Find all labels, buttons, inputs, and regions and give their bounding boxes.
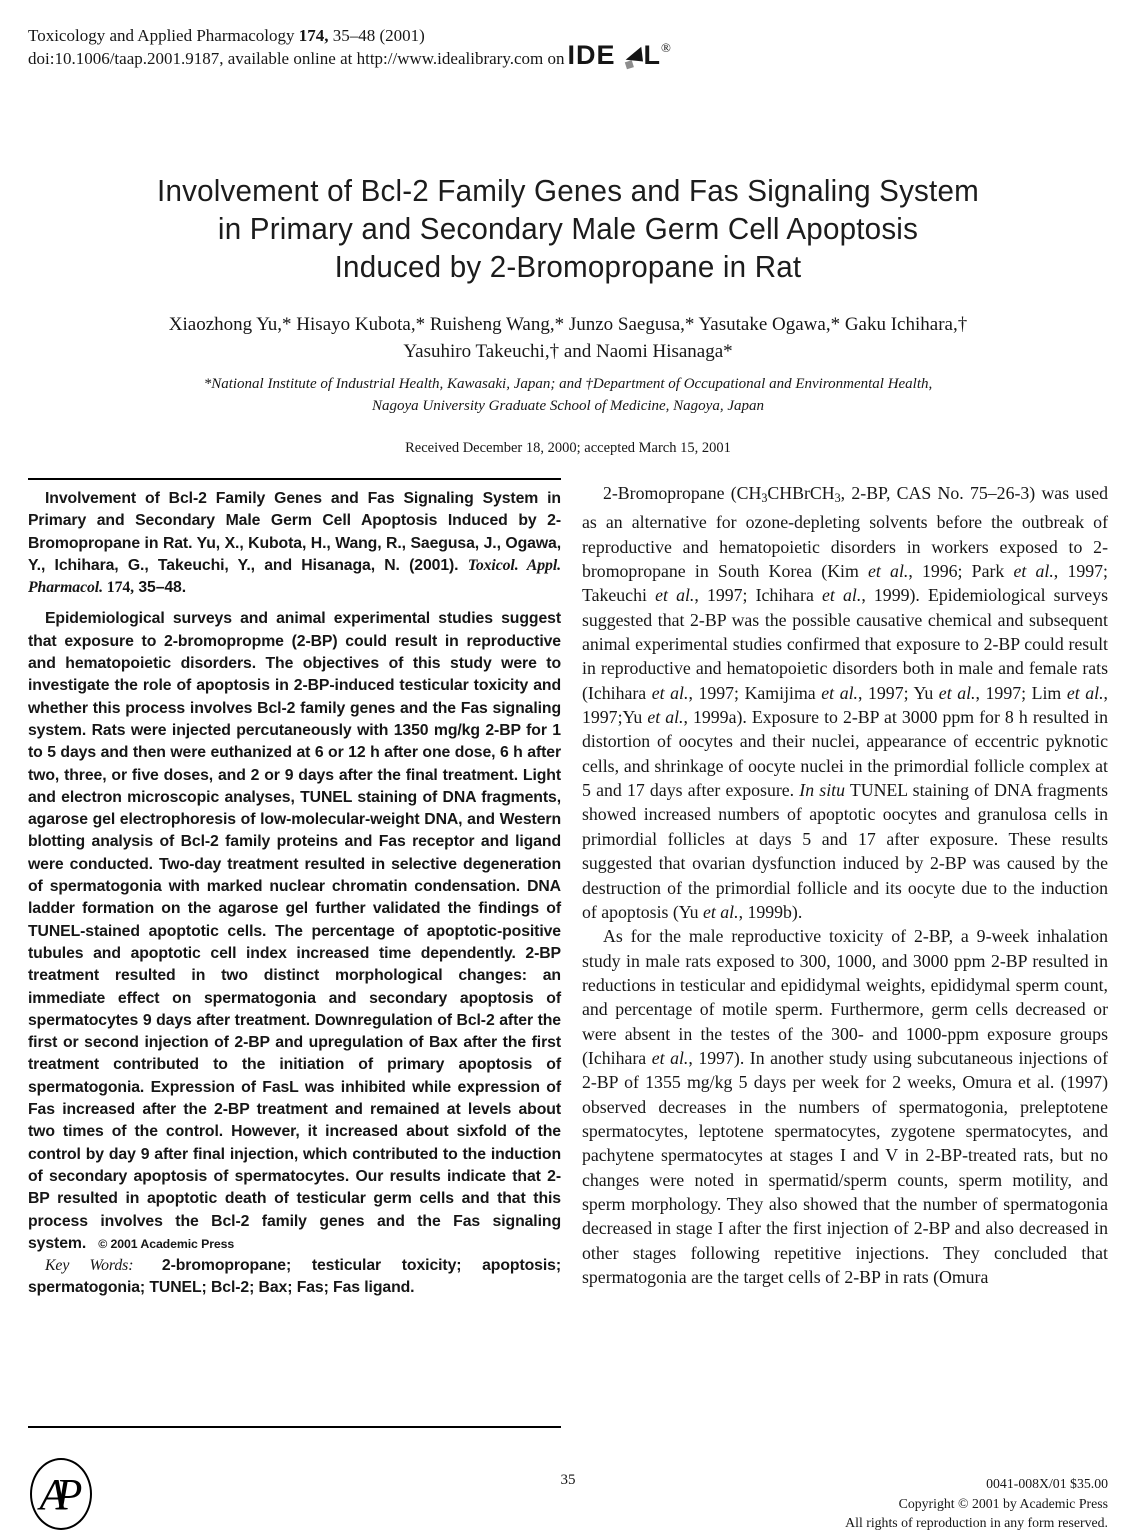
- rights-line: All rights of reproduction in any form reserved.: [845, 1515, 1108, 1530]
- intro-paragraph-1: 2-Bromopropane (CH3CHBrCH3, 2-BP, CAS No. 75–26-3) was used as an alternative for ozone-depleting solvents before the outbreak of reproductive and hematopoietic disorders in workers exposed to 2-bromopropane in South Korea (Kim et al., 1996; Park et al., 1997; Takeuchi et al., 1997; Ichihara et al., 1999). Epidemiological surveys suggested that 2-BP was the possible causative chemical and subsequent animal experimental studies confirmed that exposure to 2-BP could result in reproductive and hematopoietic disorders both in male and female rats (Ichihara et al., 1997; Kamijima et al., 1997; Yu et al., 1997; Lim et al., 1997;Yu et al., 1999a). Exposure to 2-BP at 3000 ppm for 8 h resulted in distortion of oocytes and their nuclei, appearance of eccentric pyknotic cells, and shrinkage of oocyte nuclei in the primordial follicle complex at 5 and 17 days after exposure. In situ TUNEL staining of DNA fragments showed increased numbers of apoptotic oocytes and granulosa cells in primordial follicles at days 5 and 17 after exposure. These results suggested that ovarian dysfunction induced by 2-BP was caused by the destruction of the primordial follicle and its oocyte due to the induction of apoptosis (Yu et al., 1999b).: [582, 483, 1109, 922]
- doi-line: [28, 39, 1108, 75]
- ideal-logo-text-right: L: [643, 39, 661, 70]
- affiliation-line-1: *National Institute of Industrial Health, Kawasaki, Japan; and †Department of Occupational and Environmental Health,: [203, 376, 933, 392]
- intro-paragraph-2: As for the male reproductive toxicity of 2-BP, a 9-week inhalation study in male rats exposed to 300, 1000, and 3000 ppm 2-BP resulted in reductions in testicular and epididymal weights, epididymal sperm count, and percentage of motile sperm. Furthermore, germ cells decreased or were absent in the testes of the 300- and 1000-ppm exposure groups (Ichihara et al., 1997). In another study using subcutaneous injections of 2-BP of 1355 mg/kg 5 days per week for 2 weeks, Omura et al. (1997) observed decreases in the numbers of spermatogonia, preleptotene spermatocytes, leptotene spermatocytes, zygotene spermatocytes, and pachytene spermatocytes at stages I and V in 2-BP-treated rats, but no changes were noted in spermatid/sperm counts, sperm motility, and sperm morphology. They also showed that the number of spermatogonia decreased in stage I after the first injection of 2-BP and also decreased in other stages following repetitive injections. They concluded that spermatogonia are the target cells of 2-BP in rats (Omura: [582, 926, 1108, 1288]
- registered-mark-icon: ®: [661, 39, 671, 55]
- issn-price-line: 0041-008X/01 $35.00: [986, 1476, 1108, 1491]
- title-line-1: Involvement of Bcl-2 Family Genes and Fas Signaling System: [157, 174, 979, 208]
- abstract-body: Epidemiological surveys and animal experimental studies suggest that exposure to 2-bromopropme (2-BP) could result in reproductive and hematopoietic disorders. The objectives of this study were to investigate the role of apoptosis in 2-BP-induced testicular toxicity and whether this process involves Bcl-2 family genes and the Fas signaling system. Rats were injected percutaneously with 1350 mg/kg 2-BP for 1 to 5 days and then were euthanized at 6 or 12 h after one dose, 6 h after two, three, or five doses, and 2 or 9 days after the final treatment. Light and electron microscopic analyses, TUNEL staining of DNA fragments, agarose gel electrophoresis of low-molecular-weight DNA, and Western blotting analysis of Bcl-2 family proteins and Fas receptor and ligand were conducted. Two-day treatment resulted in selective degeneration of spermatogonia with marked nuclear chromatin condensation. DNA ladder formation on the agarose gel further validated the findings of TUNEL-stained apoptotic cells. The percentage of apoptotic-positive tubules and apoptotic cell index increased time dependently. 2-BP treatment resulted in two distinct morphological changes: an immediate effect on spermatogonia and secondary apoptosis of spermatocytes 9 days after treatment. Downregulation of Bcl-2 after the first or second injection of 2-BP and upregulation of Bax after the first treatment contributed to the initiation of primary apoptosis of spermatogonia. Expression of FasL was inhibited while expression of Fas increased after the 2-BP treatment and remained at levels about two times of the control. However, it increased about sixfold of the control by day 9 after final injection, which contributed to the induction of secondary apoptosis of spermatocytes. Our results indicate that 2-BP resulted in apoptotic death of testicular germ cells and that this process involves the Bcl-2 family genes and the Fas signaling system. © 2001 Academic Press: [28, 610, 561, 1252]
- received-line: Received December 18, 2000; accepted March 15, 2001: [405, 440, 731, 456]
- affiliation-line-2: Nagoya University Graduate School of Medicine, Nagoya, Japan: [371, 398, 764, 414]
- keywords: Key Words: 2-bromopropane; testicular toxicity; apoptosis; spermatogonia; TUNEL; Bcl-2; Bax; Fas; Fas ligand.: [28, 1257, 561, 1297]
- copyright-line: Copyright © 2001 by Academic Press: [898, 1495, 1108, 1511]
- journal-citation-line: Toxicology and Applied Pharmacology 174, 35–48 (2001): [28, 26, 425, 45]
- doi-text: doi:10.1006/taap.2001.9187, available online at http://www.idealibrary.com on: [28, 49, 565, 68]
- article-body: [28, 478, 1108, 1428]
- abstract-bottom-rule: [28, 1426, 561, 1428]
- abstract-column: [28, 478, 561, 1428]
- ideal-logo: [567, 41, 670, 69]
- introduction-column: [582, 478, 1108, 1428]
- author-line-2: Yasuhiro Takeuchi,† and Naomi Hisanaga*: [403, 341, 733, 362]
- ideal-cursor-icon: [617, 44, 643, 72]
- article-title: [17, 172, 1119, 286]
- ap-monogram: AP: [39, 1469, 72, 1519]
- page-number: 35: [560, 1472, 576, 1488]
- affiliations: [0, 373, 1136, 417]
- title-line-3: Induced by 2-Bromopropane in Rat: [334, 250, 802, 284]
- author-line-1: Xiaozhong Yu,* Hisayo Kubota,* Ruisheng Wang,* Junzo Saegusa,* Yasutake Ogawa,* Gaku Ichihara,†: [168, 314, 968, 335]
- ideal-logo-text-left: IDE: [567, 39, 616, 70]
- title-line-2: in Primary and Secondary Male Germ Cell Apoptosis: [217, 212, 919, 246]
- author-list: [0, 311, 1136, 365]
- footer-copyright-block: [845, 1474, 1108, 1533]
- academic-press-logo: [30, 1458, 92, 1530]
- abstract-citation: Involvement of Bcl-2 Family Genes and Fas Signaling System in Primary and Secondary Male Germ Cell Apoptosis Induced by 2-Bromopropane in Rat. Yu, X., Kubota, H., Wang, R., Saegusa, J., Ogawa, Y., Ichihara, G., Takeuchi, Y., and Hisanaga, N. (2001). Toxicol. Appl. Pharmacol. 174, 35–48.: [28, 490, 561, 597]
- journal-header: [28, 24, 1108, 75]
